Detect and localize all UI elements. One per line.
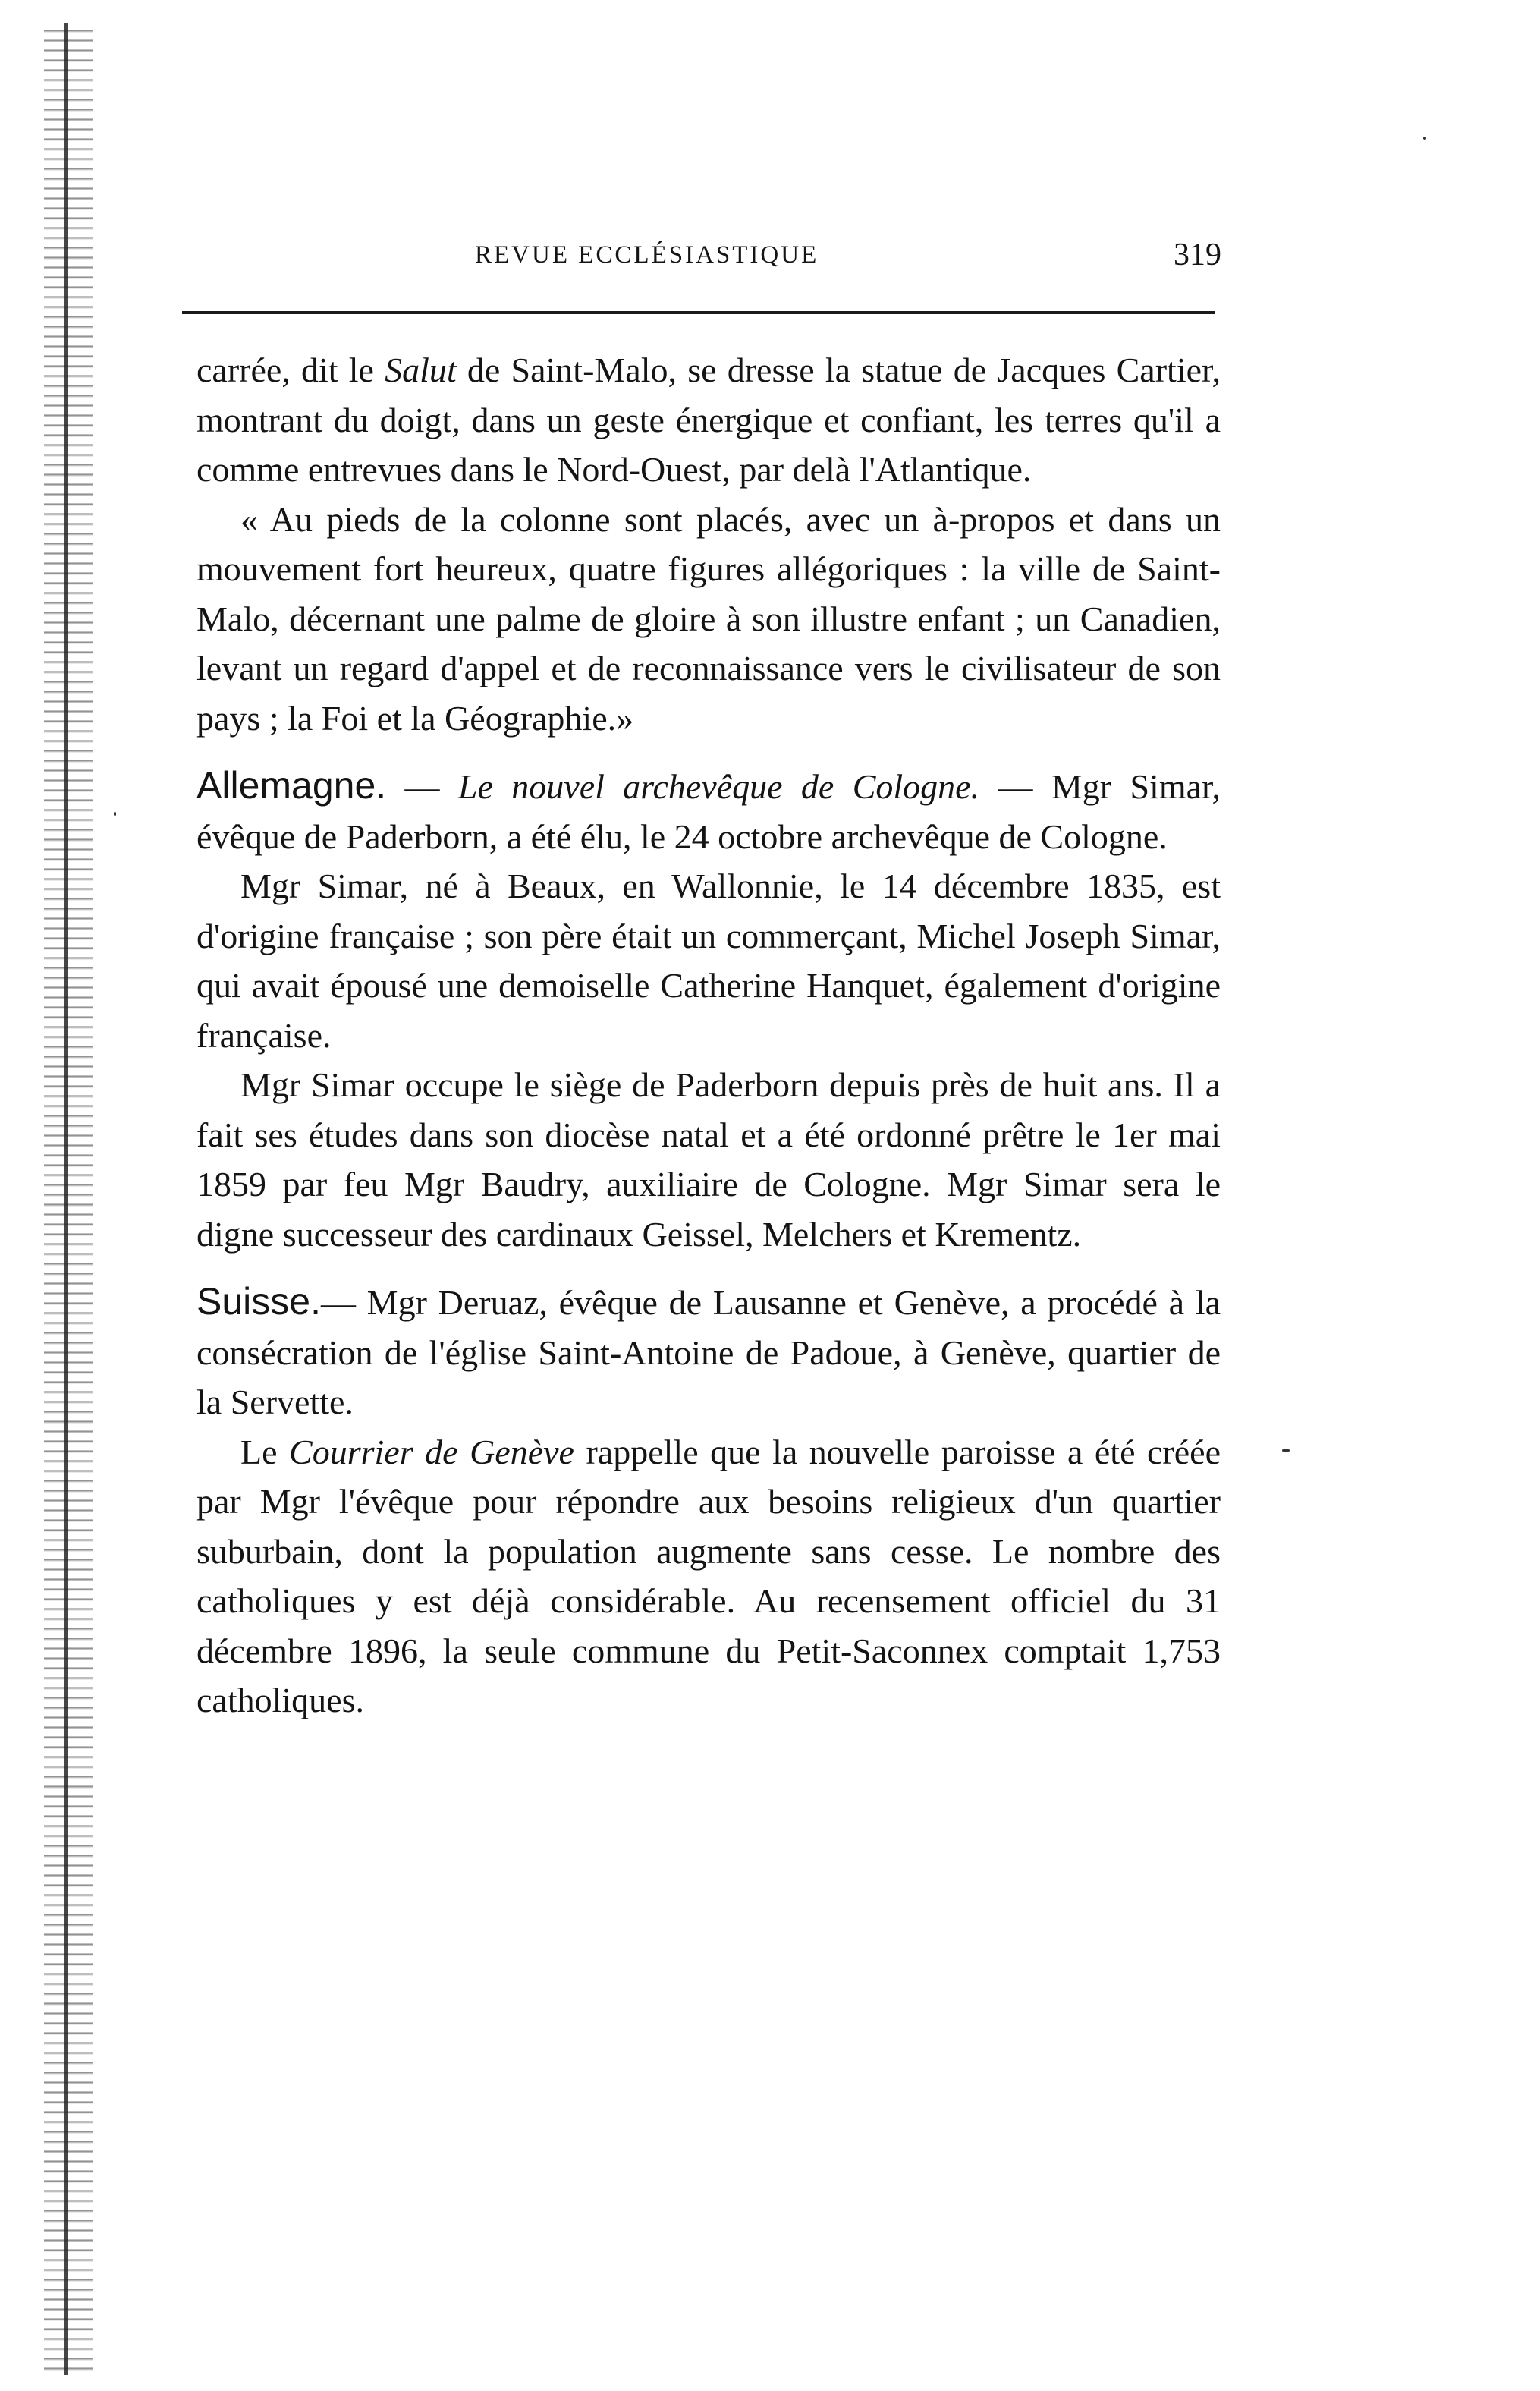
italic-subtitle: Le nouvel archevêque de Cologne. xyxy=(457,767,980,806)
page-header xyxy=(182,238,1229,287)
page-number: 319 xyxy=(1174,238,1221,272)
paragraph-simar-bio: Mgr Simar, né à Beaux, en Wallonnie, le 14 décembre 1835, est d'origine française ; son père était un commerçant, Michel Joseph Simar, qui avait épousé une demoiselle Catherine Hanquet, également d'origine française. xyxy=(196,867,1221,1055)
paragraph-suisse: Suisse.— Mgr Deruaz, évêque de Lausanne et Genève, a procédé à la consécration de l'église Saint-Antoine de Padoue, à Genève, quartier de la Servette. xyxy=(196,1280,1221,1421)
italic-title: Salut xyxy=(385,351,457,389)
paragraph-statue: carrée, dit le Salut de Saint-Malo, se dresse la statue de Jacques Cartier, montrant du doigt, dans un geste énergique et confiant, les terres qu'il a comme entrevues dans le Nord-Ouest, par delà l'Atlantique. xyxy=(196,351,1221,489)
paragraph-allemagne: Allemagne. — Le nouvel archevêque de Cologne. — Mgr Simar, évêque de Paderborn, a été élu, le 24 octobre archevêque de Cologne. xyxy=(196,764,1221,856)
section-heading-allemagne: Allemagne. xyxy=(196,764,387,807)
header-rule xyxy=(182,311,1215,314)
running-title: REVUE ECCLÉSIASTIQUE xyxy=(475,241,819,269)
paragraph-courrier: Le Courrier de Genève rappelle que la nouvelle paroisse a été créée par Mgr l'évêque pour répondre aux besoins religieux d'un quartier suburbain, dont la population augmente sans cesse. Le nombre des catholiques y est déjà considérable. Au recensement officiel du 31 décembre 1896, la seule commune du Petit-Saconnex comptait 1,753 catholiques. xyxy=(196,1432,1221,1719)
body-text xyxy=(196,345,1221,1726)
speck xyxy=(1282,1449,1290,1452)
speck xyxy=(1423,137,1426,140)
section-heading-suisse: Suisse. xyxy=(196,1280,321,1323)
paragraph-figures: « Au pieds de la colonne sont placés, avec un à-propos et dans un mouvement fort heureux, quatre figures allégoriques : la ville de Saint-Malo, décernant une palme de gloire à son illustre enfant ; un Canadien, levant un regard d'appel et de reconnaissance vers le civilisateur de son pays ; la Foi et la Géographie.» xyxy=(196,499,1221,738)
speck xyxy=(114,812,116,816)
binding-edge xyxy=(44,23,93,2375)
italic-title: Courrier de Genève xyxy=(289,1432,574,1471)
paragraph-simar-career: Mgr Simar occupe le siège de Paderborn depuis près de huit ans. Il a fait ses études dans son diocèse natal et a été ordonné prêtre le 1er mai 1859 par feu Mgr Baudry, auxiliaire de Cologne. Mgr Simar sera le digne successeur des cardinaux Geissel, Melchers et Krementz. xyxy=(196,1065,1221,1254)
